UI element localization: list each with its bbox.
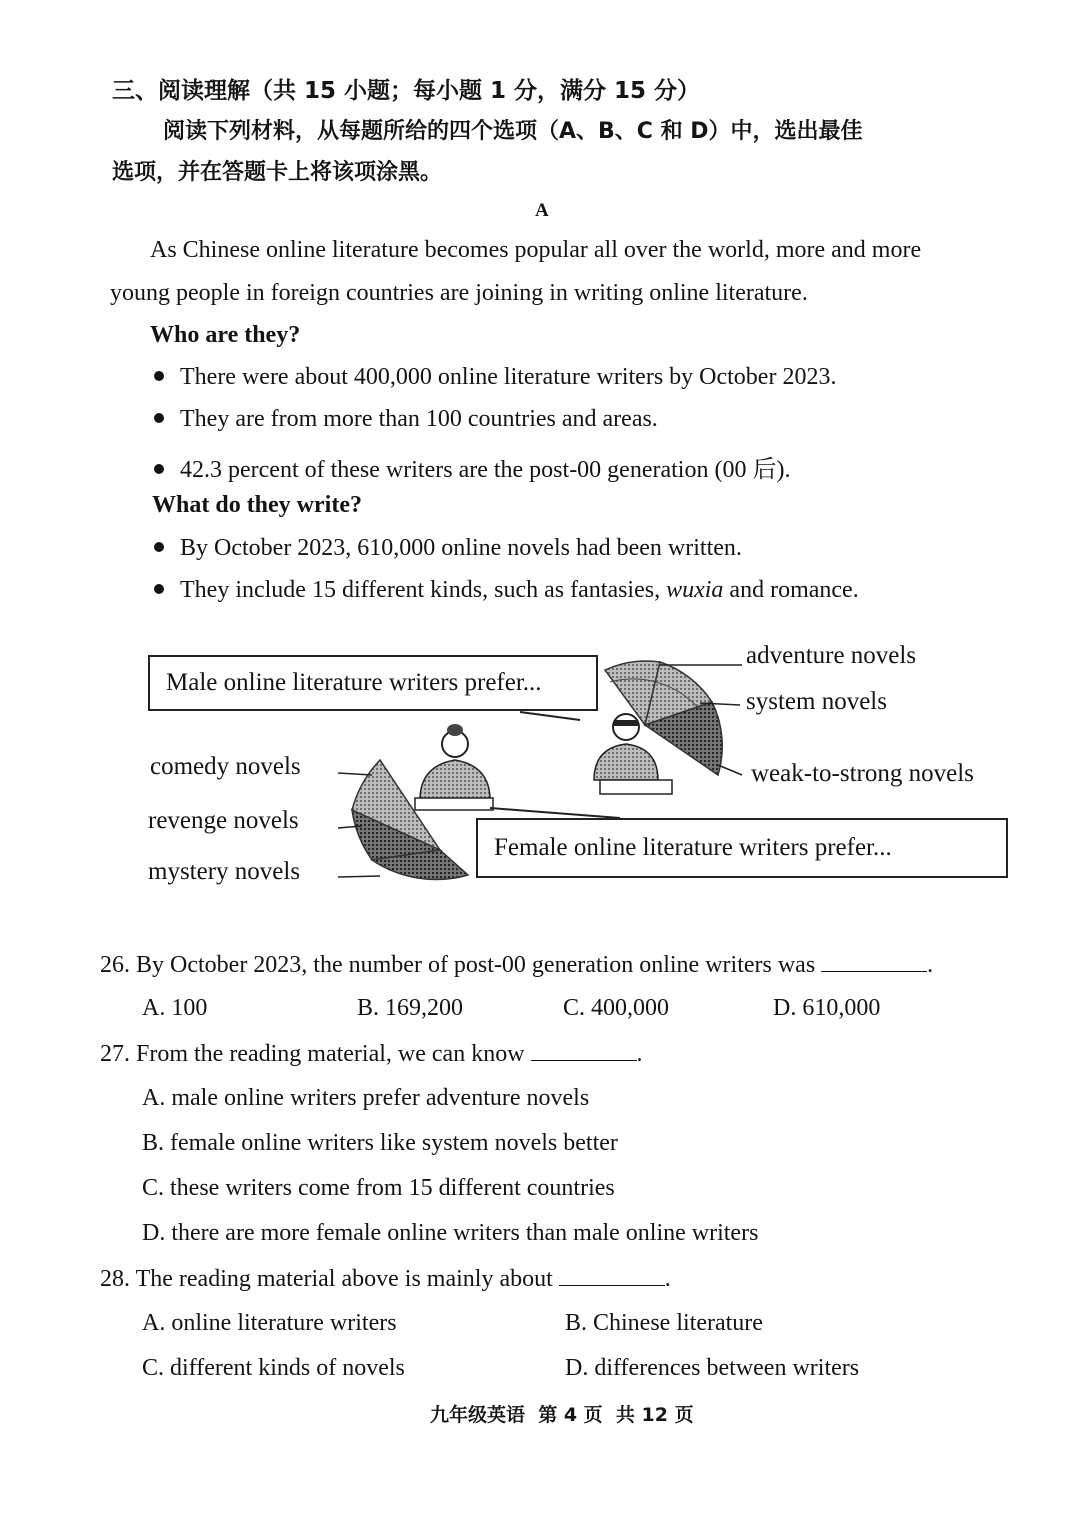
bullet-icon [154,413,164,423]
section-header: 三、阅读理解（共 15 小题；每小题 1 分，满分 15 分） [112,78,701,104]
instruction-line-2: 选项，并在答题卡上将该项涂黑。 [112,160,443,185]
bullet-icon [154,464,164,474]
female-genre-mystery: mystery novels [148,858,301,885]
option-28-b: B. Chinese literature [565,1310,763,1336]
option-26-b: B. 169,200 [357,995,464,1021]
bullet-text: They are from more than 100 countries and areas. [180,406,658,432]
bullet-icon [154,542,164,552]
bullet-text: 42.3 percent of these writers are the post-00 generation (00 后). [180,457,791,483]
intro-line-1: As Chinese online literature becomes popular all over the world, more and more [150,237,922,263]
female-genre-revenge: revenge novels [148,807,299,834]
option-27-d: D. there are more female online writers than male online writers [142,1220,759,1246]
question-text: From the reading material, we can know [136,1041,525,1067]
option-26-a: A. 100 [142,995,208,1021]
question-28: 28. The reading material above is mainly about . [100,1266,671,1292]
answer-blank [821,951,927,972]
question-text: By October 2023, the number of post-00 generation online writers was [136,952,816,978]
option-28-c: C. different kinds of novels [142,1355,405,1381]
option-28-d: D. differences between writers [565,1355,860,1381]
option-28-a: A. online literature writers [142,1310,397,1336]
what-bullet [154,577,859,604]
answer-blank [559,1265,665,1286]
bullet-icon [154,371,164,381]
intro-line-2: young people in foreign countries are joining in writing online literature. [110,280,808,306]
question-26: 26. By October 2023, the number of post-00 generation online writers was . [100,952,934,978]
heading-what: What do they write? [152,492,362,518]
bullet-text: and romance. [729,577,859,603]
bullet-text: There were about 400,000 online literature writers by October 2023. [180,364,837,390]
bullet-text: They include 15 different kinds, such as fantasies, [180,577,667,603]
bullet-icon [154,584,164,594]
page-footer: 九年级英语 第 4 页 共 12 页 [430,1404,694,1426]
female-box-label: Female online literature writers prefer... [494,834,892,861]
passage-label: A [535,200,549,221]
option-26-d: D. 610,000 [773,995,881,1021]
female-genre-comedy: comedy novels [150,753,301,780]
male-genre-adventure: adventure novels [746,642,917,669]
option-27-c: C. these writers come from 15 different countries [142,1175,615,1201]
who-bullet [154,406,658,433]
male-genre-system: system novels [746,688,887,715]
italic-term: wuxia [666,577,724,603]
male-genre-weak-to-strong: weak-to-strong novels [751,760,974,787]
option-27-a: A. male online writers prefer adventure novels [142,1085,590,1111]
male-box-label: Male online literature writers prefer... [166,669,542,696]
question-27: 27. From the reading material, we can know . [100,1041,643,1067]
bullet-text: By October 2023, 610,000 online novels had been written. [180,535,742,561]
what-bullet [154,535,742,562]
question-number: 28. [100,1266,130,1292]
male-preference-box [148,655,598,711]
female-writer-figure [415,724,493,810]
question-number: 27. [100,1041,130,1067]
question-text: The reading material above is mainly about [135,1266,553,1292]
option-27-b: B. female online writers like system novels better [142,1130,618,1156]
who-bullet [154,364,836,391]
who-bullet [154,449,790,484]
option-26-c: C. 400,000 [563,995,670,1021]
instruction-line-1: 阅读下列材料，从每题所给的四个选项（A、B、C 和 D）中，选出最佳 [163,119,863,144]
female-preference-box [476,818,1008,878]
question-number: 26. [100,952,130,978]
answer-blank [531,1040,637,1061]
heading-who: Who are they? [150,322,301,348]
